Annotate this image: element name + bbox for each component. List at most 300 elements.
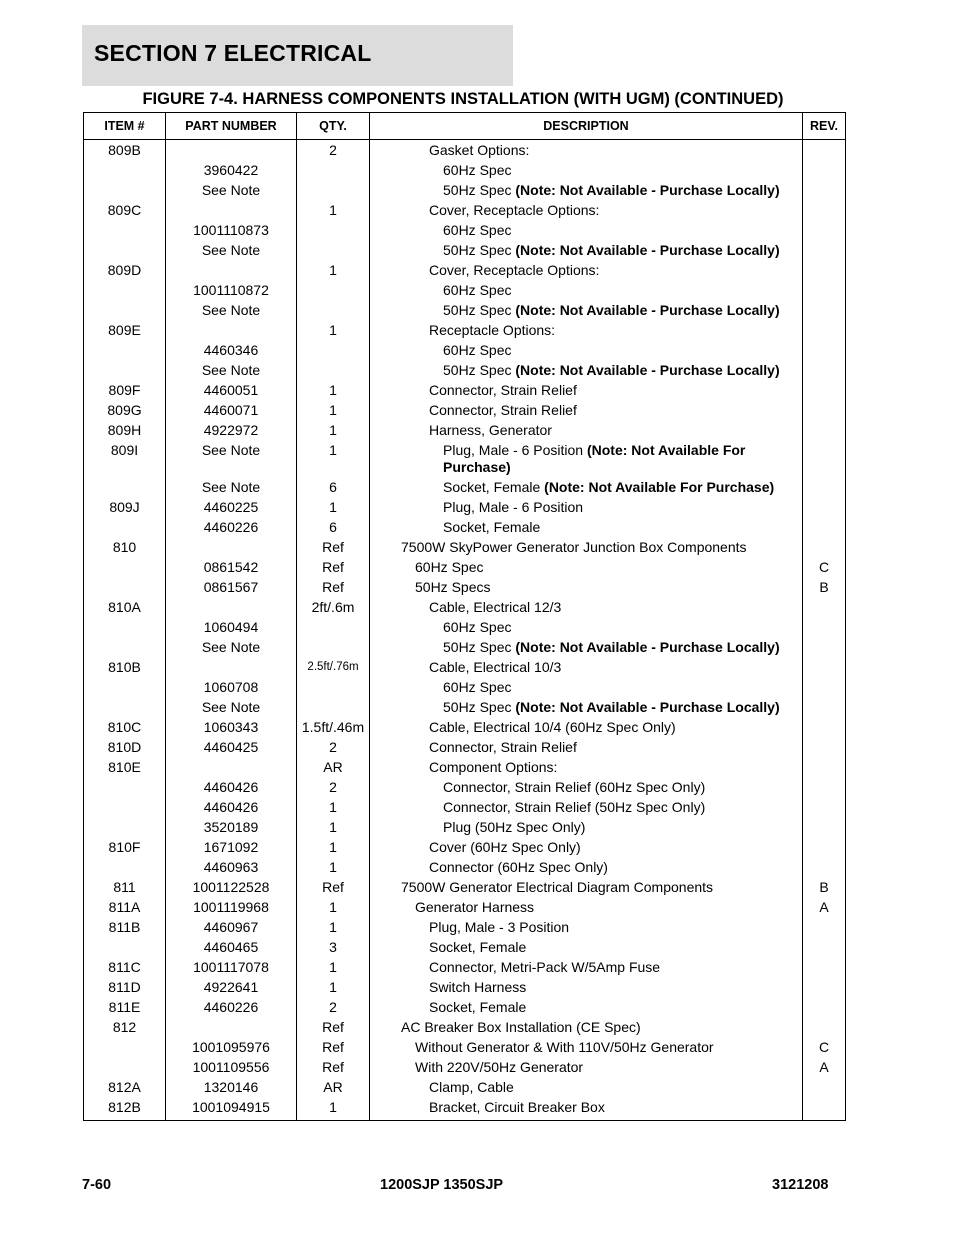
description-text: Without Generator & With 110V/50Hz Generator — [415, 1039, 714, 1055]
revision-cell — [803, 421, 846, 441]
table-row — [84, 181, 846, 201]
revision-cell — [803, 638, 846, 658]
item-number-cell — [84, 938, 166, 958]
qty-cell: 1 — [297, 958, 370, 978]
revision-cell — [803, 838, 846, 858]
revision-cell — [803, 958, 846, 978]
item-number-cell: 809B — [84, 140, 166, 161]
qty-cell: 1 — [297, 838, 370, 858]
item-number-cell: 811E — [84, 998, 166, 1018]
description-text: Socket, Female — [429, 939, 527, 955]
revision-cell — [803, 498, 846, 518]
description-text: Bracket, Circuit Breaker Box — [429, 1099, 605, 1115]
qty-cell: 6 — [297, 478, 370, 498]
part-number-cell: 1001117078 — [166, 958, 297, 978]
revision-cell — [803, 478, 846, 498]
revision-cell — [803, 998, 846, 1018]
revision-cell — [803, 758, 846, 778]
item-number-cell — [84, 281, 166, 301]
description-text: Cover (60Hz Spec Only) — [429, 839, 581, 855]
part-number-cell: 1001122528 — [166, 878, 297, 898]
part-number-cell: 1001110872 — [166, 281, 297, 301]
item-number-cell: 812 — [84, 1018, 166, 1038]
description-text: With 220V/50Hz Generator — [415, 1059, 584, 1075]
description-cell — [370, 998, 803, 1018]
revision-cell — [803, 938, 846, 958]
table-row — [84, 498, 846, 518]
revision-cell — [803, 618, 846, 638]
table-row — [84, 818, 846, 838]
description-cell — [370, 858, 803, 878]
description-text: Socket, Female — [443, 519, 541, 535]
revision-cell — [803, 241, 846, 261]
table-row — [84, 758, 846, 778]
description-cell — [370, 598, 803, 618]
item-number-cell: 811B — [84, 918, 166, 938]
qty-cell: 1 — [297, 898, 370, 918]
revision-cell — [803, 678, 846, 698]
table-row — [84, 401, 846, 421]
table-row — [84, 578, 846, 598]
description-text: Component Options: — [429, 759, 558, 775]
table-row — [84, 658, 846, 678]
part-number-cell: See Note — [166, 698, 297, 718]
revision-cell — [803, 538, 846, 558]
item-number-cell — [84, 558, 166, 578]
table-row — [84, 838, 846, 858]
description-text: 60Hz Spec — [443, 679, 512, 695]
table-row — [84, 478, 846, 498]
item-number-cell: 810 — [84, 538, 166, 558]
revision-cell — [803, 381, 846, 401]
part-number-cell: 3960422 — [166, 161, 297, 181]
description-cell — [370, 201, 803, 221]
footer-page-number: 7-60 — [82, 1177, 112, 1193]
qty-cell: Ref — [297, 538, 370, 558]
description-text: AC Breaker Box Installation (CE Spec) — [401, 1019, 641, 1035]
qty-cell — [297, 698, 370, 718]
revision-cell — [803, 858, 846, 878]
description-text: 50Hz Spec — [443, 182, 516, 198]
item-number-cell: 811A — [84, 898, 166, 918]
description-text: 50Hz Spec — [443, 699, 516, 715]
description-note: (Note: Not Available - Purchase Locally) — [515, 699, 780, 715]
description-cell — [370, 181, 803, 201]
footer-models: 1200SJP 1350SJP — [380, 1177, 504, 1193]
footer-doc-number: 3121208 — [772, 1177, 829, 1193]
part-number-cell: See Note — [166, 301, 297, 321]
revision-cell — [803, 738, 846, 758]
item-number-cell — [84, 221, 166, 241]
column-header-item: ITEM # — [84, 113, 166, 140]
description-note: (Note: Not Available - Purchase Locally) — [515, 302, 780, 318]
part-number-cell — [166, 1018, 297, 1038]
item-number-cell — [84, 1058, 166, 1078]
revision-cell — [803, 1098, 846, 1121]
qty-cell — [297, 678, 370, 698]
qty-cell: 3 — [297, 938, 370, 958]
table-row — [84, 718, 846, 738]
table-row — [84, 638, 846, 658]
table-header-row — [84, 113, 846, 140]
qty-cell: Ref — [297, 558, 370, 578]
description-cell — [370, 678, 803, 698]
column-header-description: DESCRIPTION — [370, 113, 803, 140]
revision-cell: C — [803, 1038, 846, 1058]
description-text: 60Hz Spec — [443, 162, 512, 178]
qty-cell: 6 — [297, 518, 370, 538]
description-cell — [370, 341, 803, 361]
table-row — [84, 678, 846, 698]
table-row — [84, 518, 846, 538]
qty-cell: 1 — [297, 201, 370, 221]
description-text: 60Hz Spec — [415, 559, 484, 575]
description-cell — [370, 618, 803, 638]
part-number-cell — [166, 261, 297, 281]
item-number-cell: 809F — [84, 381, 166, 401]
qty-cell — [297, 361, 370, 381]
description-cell — [370, 698, 803, 718]
description-cell — [370, 1058, 803, 1078]
table-row — [84, 778, 846, 798]
revision-cell — [803, 658, 846, 678]
item-number-cell: 812B — [84, 1098, 166, 1121]
revision-cell — [803, 181, 846, 201]
revision-cell — [803, 698, 846, 718]
qty-cell: 1 — [297, 978, 370, 998]
revision-cell: B — [803, 578, 846, 598]
item-number-cell — [84, 858, 166, 878]
part-number-cell: 4460226 — [166, 518, 297, 538]
description-cell — [370, 898, 803, 918]
revision-cell — [803, 140, 846, 161]
table-row — [84, 341, 846, 361]
table-row — [84, 1078, 846, 1098]
table-row — [84, 938, 846, 958]
qty-cell — [297, 181, 370, 201]
qty-cell: Ref — [297, 878, 370, 898]
table-row — [84, 858, 846, 878]
revision-cell — [803, 598, 846, 618]
description-text: Plug (50Hz Spec Only) — [443, 819, 586, 835]
item-number-cell — [84, 638, 166, 658]
item-number-cell — [84, 1038, 166, 1058]
table-row — [84, 978, 846, 998]
revision-cell — [803, 401, 846, 421]
description-text: 60Hz Spec — [443, 342, 512, 358]
revision-cell — [803, 798, 846, 818]
revision-cell — [803, 1078, 846, 1098]
table-row — [84, 261, 846, 281]
revision-cell — [803, 161, 846, 181]
description-text: Cable, Electrical 10/3 — [429, 659, 562, 675]
part-number-cell: See Note — [166, 441, 297, 478]
revision-cell — [803, 301, 846, 321]
description-cell — [370, 1098, 803, 1121]
qty-cell: 1 — [297, 421, 370, 441]
description-text: 50Hz Spec — [443, 302, 516, 318]
revision-cell — [803, 1018, 846, 1038]
qty-cell: 2ft/.6m — [297, 598, 370, 618]
item-number-cell — [84, 678, 166, 698]
qty-cell — [297, 341, 370, 361]
part-number-cell: 0861567 — [166, 578, 297, 598]
part-number-cell — [166, 758, 297, 778]
item-number-cell: 810D — [84, 738, 166, 758]
item-number-cell: 811 — [84, 878, 166, 898]
table-row — [84, 618, 846, 638]
part-number-cell — [166, 201, 297, 221]
part-number-cell: 4460425 — [166, 738, 297, 758]
qty-cell: 1 — [297, 918, 370, 938]
description-cell — [370, 401, 803, 421]
item-number-cell: 811C — [84, 958, 166, 978]
table-row — [84, 558, 846, 578]
revision-cell — [803, 518, 846, 538]
description-text: 60Hz Spec — [443, 222, 512, 238]
item-number-cell — [84, 778, 166, 798]
table-row — [84, 1018, 846, 1038]
item-number-cell: 812A — [84, 1078, 166, 1098]
table-row — [84, 738, 846, 758]
qty-cell: 1 — [297, 498, 370, 518]
table-row — [84, 1038, 846, 1058]
description-cell — [370, 498, 803, 518]
description-cell — [370, 718, 803, 738]
revision-cell — [803, 321, 846, 341]
description-cell — [370, 241, 803, 261]
column-header-part-number: PART NUMBER — [166, 113, 297, 140]
column-header-rev: REV. — [803, 113, 846, 140]
description-text: 7500W SkyPower Generator Junction Box Components — [401, 539, 747, 555]
description-text: Connector, Strain Relief — [429, 739, 577, 755]
part-number-cell: 1671092 — [166, 838, 297, 858]
revision-cell — [803, 281, 846, 301]
part-number-cell: 3520189 — [166, 818, 297, 838]
qty-cell — [297, 161, 370, 181]
table-row — [84, 221, 846, 241]
revision-cell — [803, 818, 846, 838]
description-cell — [370, 361, 803, 381]
revision-cell: A — [803, 1058, 846, 1078]
item-number-cell — [84, 478, 166, 498]
description-note: (Note: Not Available For Purchase) — [544, 479, 775, 495]
part-number-cell: 1001119968 — [166, 898, 297, 918]
description-text: Connector, Strain Relief (60Hz Spec Only) — [443, 779, 706, 795]
description-text: Connector, Metri-Pack W/5Amp Fuse — [429, 959, 661, 975]
table-row — [84, 1098, 846, 1121]
qty-cell: 1 — [297, 321, 370, 341]
item-number-cell — [84, 361, 166, 381]
description-text: Socket, Female — [443, 479, 545, 495]
figure-title: FIGURE 7-4. HARNESS COMPONENTS INSTALLATION (WITH UGM) (CONTINUED) — [142, 90, 784, 108]
description-text: Connector, Strain Relief — [429, 402, 577, 418]
item-number-cell — [84, 578, 166, 598]
item-number-cell: 809J — [84, 498, 166, 518]
qty-cell — [297, 241, 370, 261]
description-cell — [370, 381, 803, 401]
description-note: (Note: Not Available - Purchase Locally) — [515, 242, 780, 258]
item-number-cell — [84, 618, 166, 638]
description-note: (Note: Not Available - Purchase Locally) — [515, 182, 780, 198]
part-number-cell: 4460426 — [166, 798, 297, 818]
qty-cell: 1.5ft/.46m — [297, 718, 370, 738]
part-number-cell: 1001094915 — [166, 1098, 297, 1121]
description-text: 50Hz Specs — [415, 579, 491, 595]
description-cell — [370, 281, 803, 301]
part-number-cell: 4460051 — [166, 381, 297, 401]
revision-cell: A — [803, 898, 846, 918]
description-cell — [370, 261, 803, 281]
revision-cell — [803, 918, 846, 938]
qty-cell: 1 — [297, 401, 370, 421]
part-number-cell: See Note — [166, 241, 297, 261]
part-number-cell: See Note — [166, 638, 297, 658]
part-number-cell: See Note — [166, 181, 297, 201]
table-row — [84, 958, 846, 978]
table-row — [84, 598, 846, 618]
description-text: Plug, Male - 3 Position — [429, 919, 570, 935]
description-cell — [370, 1018, 803, 1038]
part-number-cell: 4460967 — [166, 918, 297, 938]
qty-cell: 1 — [297, 798, 370, 818]
part-number-cell: 4922972 — [166, 421, 297, 441]
qty-cell: 1 — [297, 441, 370, 478]
qty-cell: 2 — [297, 738, 370, 758]
part-number-cell — [166, 598, 297, 618]
description-cell — [370, 778, 803, 798]
qty-cell — [297, 638, 370, 658]
description-cell — [370, 638, 803, 658]
qty-cell: 1 — [297, 381, 370, 401]
description-cell — [370, 838, 803, 858]
item-number-cell: 810A — [84, 598, 166, 618]
part-number-cell: 4460465 — [166, 938, 297, 958]
parts-table-body — [84, 140, 846, 1121]
description-cell — [370, 818, 803, 838]
description-text: 50Hz Spec — [443, 362, 516, 378]
part-number-cell: 0861542 — [166, 558, 297, 578]
description-cell — [370, 421, 803, 441]
revision-cell — [803, 978, 846, 998]
table-row — [84, 538, 846, 558]
description-text: 50Hz Spec — [443, 639, 516, 655]
qty-cell: 1 — [297, 261, 370, 281]
qty-cell: AR — [297, 1078, 370, 1098]
description-cell — [370, 978, 803, 998]
item-number-cell: 809H — [84, 421, 166, 441]
item-number-cell: 810C — [84, 718, 166, 738]
table-row — [84, 140, 846, 161]
item-number-cell: 810F — [84, 838, 166, 858]
description-text: Plug, Male - 6 Position — [443, 442, 587, 458]
description-cell — [370, 878, 803, 898]
description-note: (Note: Not Available For Purchase) — [443, 442, 746, 475]
table-row — [84, 998, 846, 1018]
description-cell — [370, 798, 803, 818]
item-number-cell: 809G — [84, 401, 166, 421]
part-number-cell: 1001109556 — [166, 1058, 297, 1078]
description-cell — [370, 518, 803, 538]
table-row — [84, 798, 846, 818]
table-row — [84, 898, 846, 918]
table-row — [84, 421, 846, 441]
item-number-cell: 810B — [84, 658, 166, 678]
description-cell — [370, 938, 803, 958]
qty-cell — [297, 281, 370, 301]
table-row — [84, 321, 846, 341]
qty-cell: 2.5ft/.76m — [297, 658, 370, 678]
description-text: Cable, Electrical 10/4 (60Hz Spec Only) — [429, 719, 676, 735]
table-row — [84, 698, 846, 718]
description-cell — [370, 221, 803, 241]
section-title: SECTION 7 ELECTRICAL — [94, 40, 372, 66]
item-number-cell — [84, 181, 166, 201]
description-cell — [370, 958, 803, 978]
description-cell — [370, 758, 803, 778]
part-number-cell: 4460071 — [166, 401, 297, 421]
description-cell — [370, 1078, 803, 1098]
item-number-cell: 809C — [84, 201, 166, 221]
description-text: Cable, Electrical 12/3 — [429, 599, 562, 615]
item-number-cell — [84, 161, 166, 181]
table-row — [84, 161, 846, 181]
qty-cell: Ref — [297, 1058, 370, 1078]
qty-cell: 1 — [297, 818, 370, 838]
revision-cell — [803, 201, 846, 221]
table-row — [84, 441, 846, 478]
item-number-cell: 811D — [84, 978, 166, 998]
description-text: Connector (60Hz Spec Only) — [429, 859, 608, 875]
revision-cell: B — [803, 878, 846, 898]
description-cell — [370, 738, 803, 758]
part-number-cell: 4460426 — [166, 778, 297, 798]
description-note: (Note: Not Available - Purchase Locally) — [515, 362, 780, 378]
part-number-cell: 4460226 — [166, 998, 297, 1018]
part-number-cell: See Note — [166, 361, 297, 381]
part-number-cell: 4460346 — [166, 341, 297, 361]
description-cell — [370, 441, 803, 478]
revision-cell — [803, 441, 846, 478]
description-cell — [370, 578, 803, 598]
part-number-cell: 1320146 — [166, 1078, 297, 1098]
item-number-cell — [84, 241, 166, 261]
part-number-cell — [166, 140, 297, 161]
description-text: Cover, Receptacle Options: — [429, 262, 600, 278]
description-cell — [370, 301, 803, 321]
description-text: Switch Harness — [429, 979, 527, 995]
table-row — [84, 381, 846, 401]
item-number-cell: 810E — [84, 758, 166, 778]
revision-cell — [803, 718, 846, 738]
item-number-cell — [84, 341, 166, 361]
table-row — [84, 201, 846, 221]
qty-cell: 2 — [297, 140, 370, 161]
description-text: Generator Harness — [415, 899, 535, 915]
qty-cell: 2 — [297, 998, 370, 1018]
item-number-cell: 809D — [84, 261, 166, 281]
part-number-cell — [166, 538, 297, 558]
description-text: 7500W Generator Electrical Diagram Components — [401, 879, 714, 895]
qty-cell: 1 — [297, 858, 370, 878]
item-number-cell: 809E — [84, 321, 166, 341]
description-cell — [370, 1038, 803, 1058]
item-number-cell — [84, 818, 166, 838]
qty-cell: 1 — [297, 1098, 370, 1121]
table-row — [84, 1058, 846, 1078]
description-cell — [370, 538, 803, 558]
qty-cell: Ref — [297, 578, 370, 598]
